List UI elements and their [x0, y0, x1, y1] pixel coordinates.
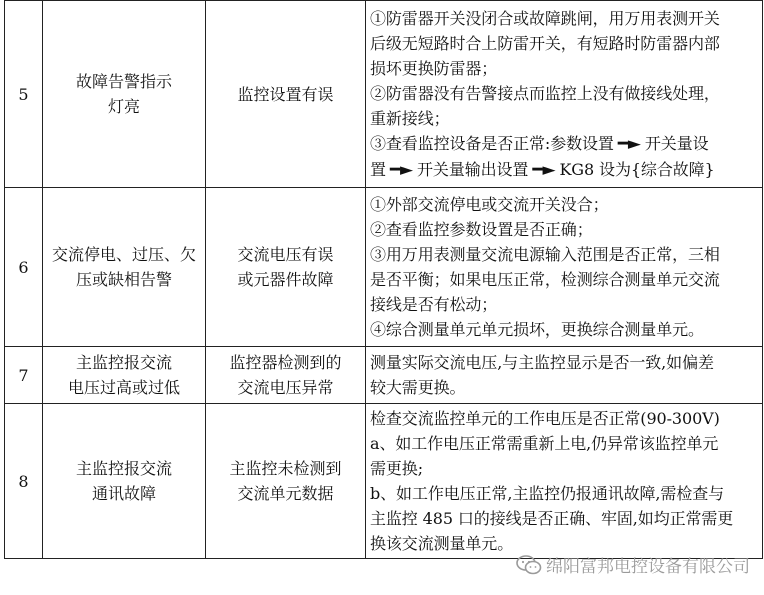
solution-line: 较大需更换。 — [370, 378, 466, 397]
solution-cell — [366, 188, 763, 347]
cause-line: 交流电压异常 — [237, 378, 334, 397]
cause-line: 或元器件故障 — [237, 270, 334, 289]
symptom-line: 交流停电、过压、欠 — [51, 245, 196, 264]
symptom-line: 压或缺相告警 — [75, 270, 172, 289]
symptom-line: 灯亮 — [107, 97, 140, 116]
solution-line — [370, 157, 762, 183]
solution-cell — [366, 1, 763, 188]
symptom-line: 通讯故障 — [91, 484, 156, 503]
symptom-cell — [43, 404, 206, 559]
solution-line: 接线是否有松动； — [370, 295, 498, 314]
watermark — [516, 552, 750, 577]
solution-line — [370, 131, 762, 157]
row-number: 7 — [5, 347, 43, 404]
solution-line: 换该交流测量单元。 — [370, 534, 514, 553]
solution-line: ①防雷器开关没闭合或故障跳闸，用万用表测开关 — [370, 8, 720, 28]
solution-line: b、如工作电压正常,主监控仍报通讯故障,需检查与 — [370, 484, 725, 503]
wechat-icon — [516, 555, 542, 575]
cause-cell — [206, 404, 366, 559]
step3-part-d: KG8 设为{综合故障} — [559, 159, 715, 179]
symptom-cell — [43, 188, 206, 347]
solution-line: 损坏更换防雷器； — [370, 58, 498, 78]
symptom-line: 电压过高或过低 — [67, 378, 180, 397]
table-row — [5, 188, 763, 347]
symptom-line: 主监控报交流 — [75, 459, 172, 478]
cause-cell — [206, 347, 366, 404]
solution-cell — [366, 404, 763, 559]
row-number: 5 — [5, 1, 43, 188]
cause-line: 监控器检测到的 — [229, 353, 342, 372]
solution-line: ②查看监控参数设置是否正确； — [370, 220, 593, 239]
row-number: 8 — [5, 404, 43, 559]
solution-line: 检查交流监控单元的工作电压是否正常(90-300V) — [370, 409, 720, 428]
step3-part-c: 开关量输出设置 — [417, 159, 529, 179]
solution-line: 需更换; — [370, 459, 423, 478]
cause-line: 监控设置有误 — [237, 84, 334, 104]
solution-line: a、如工作电压正常需重新上电,仍异常该监控单元 — [370, 434, 719, 453]
symptom-line: 故障告警指示 — [75, 72, 172, 91]
table-row — [5, 1, 763, 188]
cause-cell — [206, 188, 366, 347]
step3-prefix: ③查看监控设备是否正常:参数设置 — [370, 133, 614, 153]
step3-part-b: 置 — [370, 159, 386, 179]
row-number: 6 — [5, 188, 43, 347]
cause-line: 交流电压有误 — [237, 245, 334, 264]
solution-line: ①外部交流停电或交流开关没合； — [370, 195, 609, 214]
table-row — [5, 404, 763, 559]
solution-line: 后级无短路时合上防雷开关，有短路时防雷器内部 — [370, 33, 720, 53]
solution-line: 是否平衡；如果电压正常，检测综合测量单元交流 — [370, 270, 720, 289]
solution-line: ②防雷器没有告警接点而监控上没有做接线处理， — [370, 83, 720, 103]
solution-line: ③用万用表测量交流电源输入范围是否正常，三相 — [370, 245, 720, 264]
arrow-right-icon: ━► — [617, 133, 641, 154]
fault-table — [4, 0, 763, 559]
cause-cell — [206, 1, 366, 188]
watermark-text: 绵阳富邦电控设备有限公司 — [546, 557, 750, 577]
symptom-line: 主监控报交流 — [75, 353, 172, 372]
solution-line: 测量实际交流电压,与主监控显示是否一致,如偏差 — [370, 353, 714, 372]
solution-line: 主监控 485 口的接线是否正确、牢固,如均正常需更 — [370, 509, 734, 528]
cause-line: 交流单元数据 — [237, 484, 334, 503]
table-row — [5, 347, 763, 404]
step3-part-a: 开关量设 — [644, 133, 709, 153]
solution-line: 重新接线； — [370, 108, 450, 128]
arrow-right-icon: ━► — [532, 159, 556, 180]
symptom-cell — [43, 1, 206, 188]
symptom-cell — [43, 347, 206, 404]
cause-line: 主监控未检测到 — [229, 459, 342, 478]
solution-line: ④综合测量单元单元损坏，更换综合测量单元。 — [370, 320, 704, 339]
solution-cell — [366, 347, 763, 404]
arrow-right-icon: ━► — [389, 159, 414, 180]
